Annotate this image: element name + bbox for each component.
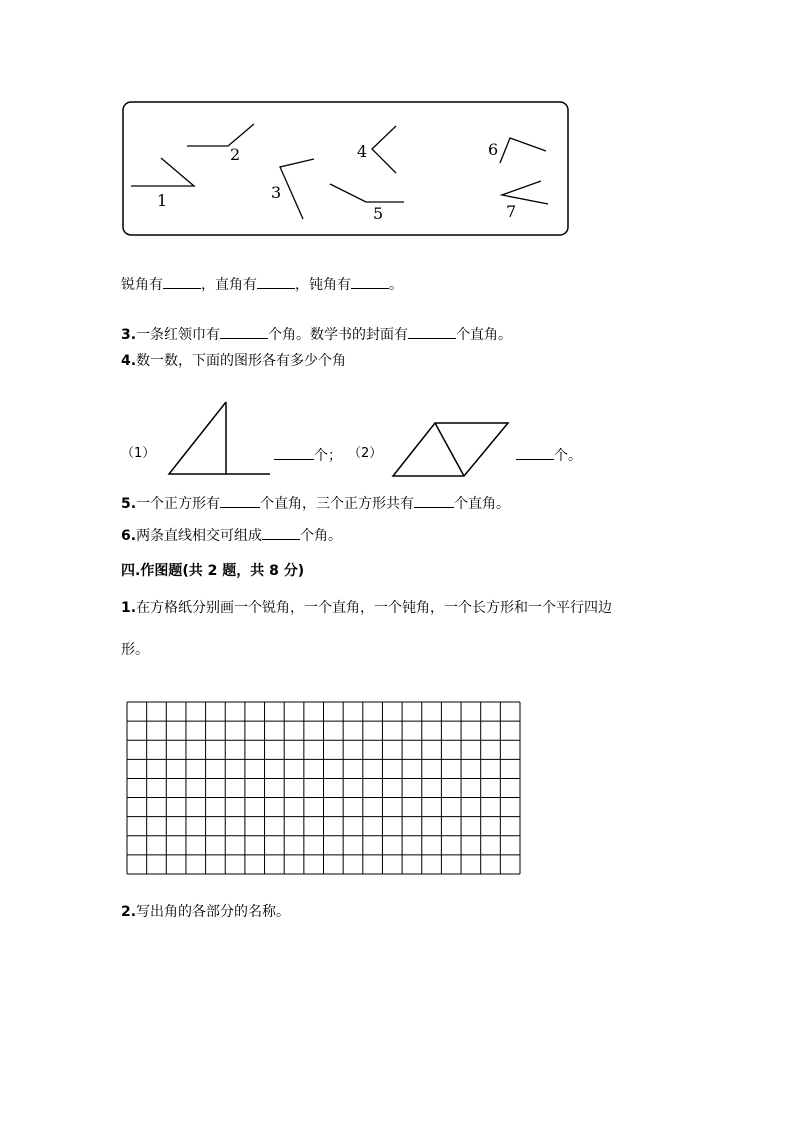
draw-question-2: 2.写出角的各部分的名称。 — [121, 904, 291, 920]
fig1-blank[interactable] — [274, 445, 314, 460]
q3-blank-2[interactable] — [408, 324, 456, 339]
question-5: 5.一个正方形有 个直角，三个正方形共有 个直角。 — [121, 493, 510, 513]
right-blank[interactable] — [257, 274, 295, 289]
q5-blank-1[interactable] — [220, 493, 260, 508]
figure-2-parallelogram — [393, 423, 508, 476]
q5-blank-2[interactable] — [414, 493, 454, 508]
angle-label-3: 3 — [271, 183, 282, 202]
angle-1 — [131, 158, 194, 186]
square-grid — [127, 702, 520, 874]
figure-1-label: （1） — [121, 446, 156, 461]
draw-question-1-cont: 形。 — [121, 642, 149, 658]
angle-3 — [280, 159, 314, 219]
angle-label-5: 5 — [373, 204, 384, 223]
figure-2-label: （2） — [348, 446, 383, 461]
angle-answer-line: 锐角有 ，直角有 ，钝角有 。 — [121, 274, 403, 294]
figure-2-answer: 个。 — [516, 445, 582, 465]
question-4: 4.数一数，下面的图形各有多少个角 — [121, 353, 347, 369]
angle-label-1: 1 — [157, 191, 168, 210]
question-6: 6.两条直线相交可组成 个角。 — [121, 525, 342, 545]
q6-blank[interactable] — [262, 525, 300, 540]
acute-blank[interactable] — [163, 274, 201, 289]
angle-label-4: 4 — [357, 142, 368, 161]
angles-box — [123, 102, 568, 235]
angle-label-2: 2 — [230, 145, 241, 164]
angle-label-7: 7 — [506, 202, 517, 221]
section-4-title: 四.作图题(共 2 题，共 8 分) — [121, 563, 305, 579]
angle-6 — [500, 138, 546, 163]
question-3: 3.一条红领巾有 个角。数学书的封面有 个直角。 — [121, 324, 512, 344]
fig2-blank[interactable] — [516, 445, 554, 460]
angle-4 — [372, 126, 396, 173]
q3-blank-1[interactable] — [220, 324, 268, 339]
figure-2-diagonal — [435, 423, 464, 476]
angle-label-6: 6 — [488, 140, 499, 159]
figure-1-triangle — [169, 402, 226, 474]
angle-5 — [330, 184, 404, 202]
draw-question-1: 1.在方格纸分别画一个锐角，一个直角，一个钝角，一个长方形和一个平行四边 — [121, 600, 613, 616]
angle-2 — [187, 124, 254, 146]
figure-1-answer: 个； — [274, 445, 342, 465]
obtuse-blank[interactable] — [351, 274, 389, 289]
angle-7 — [502, 181, 548, 204]
